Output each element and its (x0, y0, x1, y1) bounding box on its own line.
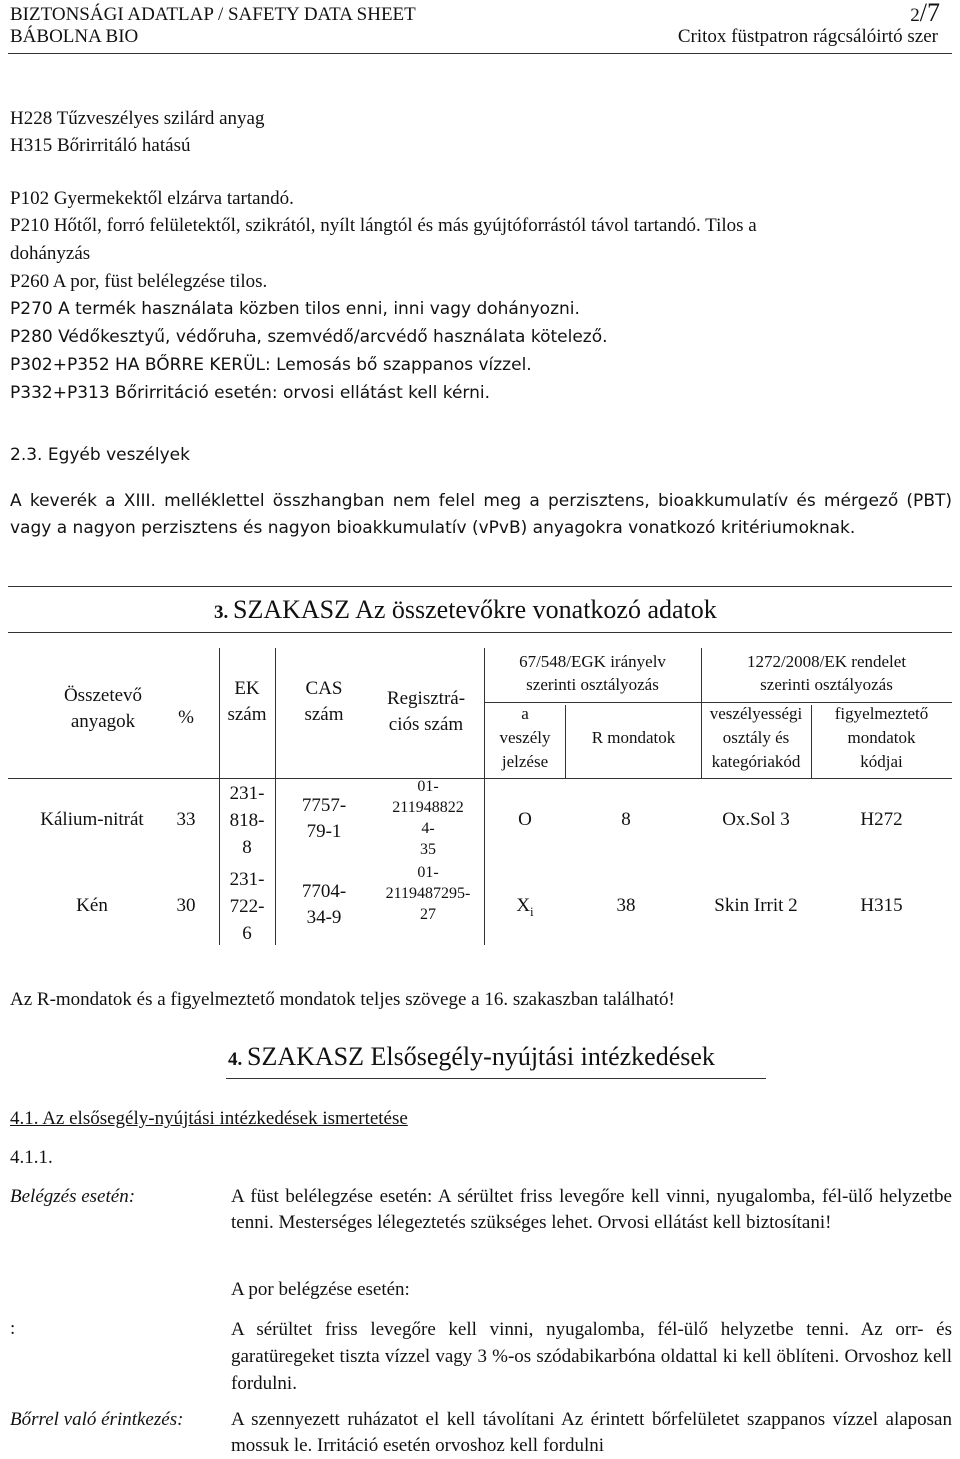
col-percent: % (178, 707, 194, 728)
dust-heading: A por belégzése esetén: (231, 1279, 410, 1300)
header-divider (8, 53, 952, 54)
col-warning-codes: figyelmeztető mondatok kódjai (834, 704, 929, 771)
col-directive: 67/548/EGK irányelv szerinti osztályozás (519, 652, 666, 694)
col-ek: EK szám (227, 678, 267, 725)
table-divider-cas (275, 648, 276, 945)
col-hazard-class: veszélyességi osztály és kategóriakód (709, 704, 803, 771)
hazard-h315: H315 Bőrirritáló hatású (10, 135, 191, 156)
precaution-p210-cont: dohányzás (10, 243, 91, 264)
component-h: H272 (860, 809, 903, 830)
component-symbol: O (518, 809, 532, 830)
component-h: H315 (860, 895, 903, 916)
dust-text: A sérültet friss levegőre kell vinni, nyugalomba, fél-ülő helyzetbe tenni. Az orr- és garatüregeket tiszta vízzel vagy 3 %-os szódabikarbóna oldattal ki kell öblíteni. Orvoshoz kell fordulni. (231, 1319, 952, 1394)
section4-title: 4. SZAKASZ Elsősegély-nyújtási intézkedések (228, 1042, 715, 1071)
component-cas: 7704- 34-9 (301, 881, 347, 928)
component-hazard-class: Ox.Sol 3 (722, 809, 790, 830)
component-symbol: $X_i$ (516, 895, 534, 919)
page-number: 2/7 (910, 0, 940, 27)
component-r: 8 (621, 809, 631, 830)
component-name: Kálium-nitrát (40, 809, 144, 830)
product-name: Critox füstpatron rágcsálóirtó szer (677, 26, 938, 47)
company-name: BÁBOLNA BIO (10, 26, 139, 47)
inhalation-label: Belégzés esetén: (10, 1186, 136, 1207)
component-registration: 01- 211948822 4- 35 (392, 778, 464, 858)
hazard-h228: H228 Tűzveszélyes szilárd anyag (10, 108, 265, 129)
precaution-p302: P302+P352 HA BŐRRE KERÜL: Lemosás bő szappanos vízzel. (10, 355, 532, 375)
section4-title-rule (226, 1078, 766, 1079)
precaution-p270: P270 A termék használata közben tilos enni, inni vagy dohányozni. (10, 299, 580, 319)
section4-subheading: 4.1. Az elsősegély-nyújtási intézkedések ismertetése (10, 1108, 408, 1129)
section3-title-rule (8, 632, 952, 633)
component-percent: 30 (176, 895, 196, 916)
component-registration: 01- 2119487295- 27 (385, 864, 471, 923)
component-percent: 33 (176, 809, 196, 830)
col-danger-symbol: a veszély jelzése (499, 704, 551, 771)
section3-note: Az R-mondatok és a figyelmeztető mondatok teljes szövege a 16. szakaszban található! (10, 989, 675, 1010)
component-hazard-class: Skin Irrit 2 (714, 895, 798, 916)
col-regulation: 1272/2008/EK rendelet szerinti osztályozás (746, 652, 907, 694)
section3-top-rule (8, 586, 952, 587)
header-title: BIZTONSÁGI ADATLAP / SAFETY DATA SHEET (10, 4, 416, 25)
precaution-p260: P260 A por, füst belélegzése tilos. (10, 271, 268, 292)
precaution-p102: P102 Gyermekektől elzárva tartandó. (10, 188, 294, 209)
precaution-p280: P280 Védőkesztyű, védőruha, szemvédő/arcvédő használata kötelező. (10, 327, 608, 347)
component-ek: 231- 818- 8 (229, 783, 265, 858)
component-cas: 7757- 79-1 (301, 795, 347, 842)
other-hazards-heading: 2.3. Egyéb veszélyek (10, 445, 190, 465)
component-r: 38 (616, 895, 636, 916)
component-ek: 231- 722- 6 (229, 869, 265, 944)
inhalation-text: A füst belélegzése esetén: A sérültet friss levegőre kell vinni, nyugalomba, fél-ülő helyzetbe tenni. Mesterséges lélegeztetés szükséges lehet. Orvosi ellátást kell biztosítani! (231, 1186, 952, 1233)
other-hazards-text: A keverék a XIII. melléklettel összhangban nem felel meg a perzisztens, bioakkumulatív és mérgező (PBT) vagy a nagyon perzisztens és nagyon bioakkumulatív (vPvB) anyagokra vonatkozó kritériumoknak. (10, 491, 952, 538)
section3-title: 3. SZAKASZ Az összetevőkre vonatkozó adatok (214, 595, 717, 624)
dust-label: : (10, 1318, 16, 1339)
col-cas: CAS szám (304, 678, 344, 725)
col-r-phrases: R mondatok (591, 728, 676, 747)
skin-contact-text: A szennyezett ruházatot el kell távolítani Az érintett bőrfelületet szappanos vízzel alaposan mossuk le. Irritáció esetén orvoshoz kell fordulni (231, 1409, 952, 1456)
col-registration: Regisztrá- ciós szám (386, 688, 466, 735)
skin-contact-label: Bőrrel való érintkezés: (10, 1409, 184, 1430)
precaution-p332: P332+P313 Bőrirritáció esetén: orvosi ellátást kell kérni. (10, 383, 490, 403)
component-name: Kén (76, 895, 108, 916)
col-component: Összetevő anyagok (63, 685, 143, 732)
precaution-p210: P210 Hőtől, forró felületektől, szikrától, nyílt lángtól és más gyújtóforrástól távol tartandó. Tilos a (10, 215, 757, 236)
section4-subsub: 4.1.1. (10, 1147, 53, 1168)
